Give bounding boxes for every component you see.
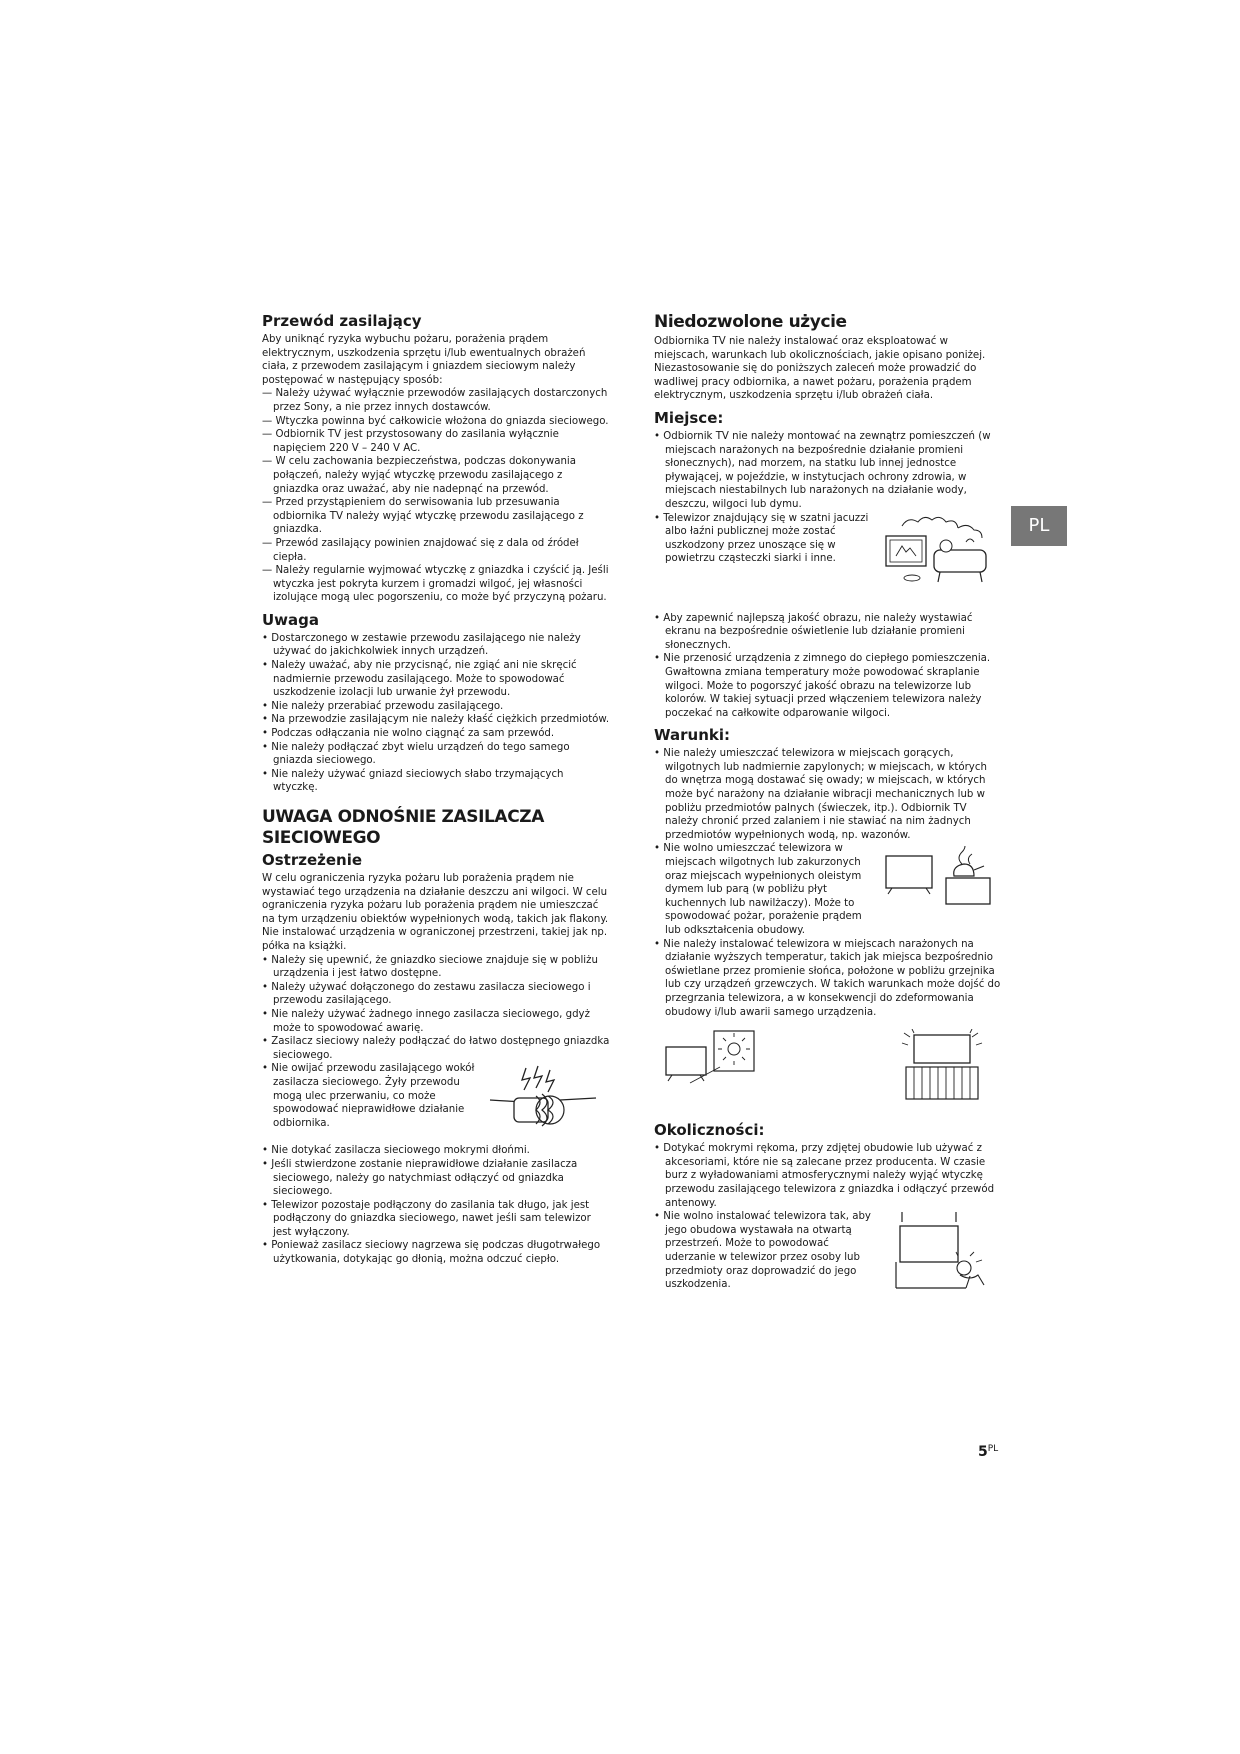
list-item: • Zasilacz sieciowy należy podłączać do łatwo dostępnego gniazdka sieciowego.: [262, 1035, 610, 1062]
adapter-wrap-block: [262, 1062, 610, 1140]
okolicznosci-section: [654, 1121, 1002, 1294]
list-item: • Telewizor pozostaje podłączony do zasilania tak długo, jak jest podłączony do gniazdka sieciowego, nawet jeśli sam telewizor jest wyłączony.: [262, 1199, 610, 1240]
page-number-value: 5: [978, 1444, 988, 1460]
list-item: • Nie należy podłączać zbyt wielu urządzeń do tego samego gniazda sieciowego.: [262, 741, 610, 768]
list-item: • Należy się upewnić, że gniazdko sieciowe znajduje się w pobliżu urządzenia i jest łatwo dostępne.: [262, 954, 610, 981]
list-item: • Nie należy instalować telewizora w miejscach narażonych na działanie wyższych temperatur, takich jak miejsca bezpośrednio oświetlane przez promienie słońca, położone w pobliżu grzejnika lub czy urządzeń grzewczych. W takich warunkach może dojść do przegrzania telewizora, a w konsekwencji do zdeformowania obudowy i/lub awarii samego urządzenia.: [654, 938, 1002, 1020]
power-cord-title: Przewód zasilający: [262, 312, 422, 330]
bath-illustration: [882, 512, 994, 590]
list-item: • Nie owijać przewodu zasilającego wokół zasilacza sieciowego. Żyły przewodu mogą ulec przerwaniu, co może spowodować nieprawidłowe działanie odbiornika.: [262, 1062, 482, 1130]
list-item: • Nie wolno umieszczać telewizora w miejscach wilgotnych lub zakurzonych oraz miejscach wypełnionych oleistym dymem lub parą (w pobliżu płyt kuchennych lub nawilżaczy). Może to spowodować pożar, porażenie prądem lub odkształcenia obudowy.: [654, 842, 874, 937]
radiator-tv-icon: [892, 1029, 996, 1101]
miejsce-title: Miejsce:: [654, 408, 724, 427]
okolicznosci-wrap-block: [654, 1210, 1002, 1294]
warning-title: Ostrzeżenie: [262, 851, 363, 869]
adapter-title: UWAGA ODNOŚNIE ZASILACZA SIECIOWEGO: [262, 807, 544, 848]
power-cord-section: [262, 312, 610, 605]
warunki-section: [654, 726, 1002, 1101]
list-item: • Nie dotykać zasilacza sieciowego mokrymi dłońmi.: [262, 1144, 610, 1158]
miejsce-section: [654, 409, 1002, 720]
adapter-wrap-list: [262, 1062, 482, 1130]
kitchen-tv-icon: [882, 846, 994, 908]
kitchen-illustration: [882, 846, 994, 908]
prohibited-intro: Odbiornika TV nie należy instalować oraz eksploatować w miejscach, warunkach lub okolicznościach, jakie opisano poniżej. Niezastosowanie się do poniższych zaleceń może prowadzić do wadliwej pracy odbiornika, a nawet pożaru, porażenia prądem elektrycznym, uszkodzenia sprzętu i/lub obrażeń ciała.: [654, 336, 986, 402]
list-item: — Odbiornik TV jest przystosowany do zasilania wyłącznie napięciem 220 V – 240 V AC.: [262, 428, 610, 455]
list-item: • Aby zapewnić najlepszą jakość obrazu, nie należy wystawiać ekranu na bezpośrednie oświetlenie lub działanie promieni słonecznych.: [654, 612, 1002, 653]
adapter-cord-icon: [488, 1062, 598, 1140]
warunki-wrap-block: [654, 842, 1002, 937]
adapter-cord-illustration: [488, 1062, 598, 1140]
list-item: • Dostarczonego w zestawie przewodu zasilającego nie należy używać do jakichkolwiek innych urządzeń.: [262, 632, 610, 659]
list-item: — W celu zachowania bezpieczeństwa, podczas dokonywania połączeń, należy wyjąć wtyczkę przewodu zasilającego z gniazdka oraz uważać, aby nie nadepnąć na przewód.: [262, 455, 610, 496]
warunki-list-2: [654, 938, 1002, 1020]
bath-tv-icon: [882, 512, 994, 590]
okolicznosci-title: Okoliczności:: [654, 1121, 765, 1140]
list-item: • Należy uważać, aby nie przycisnąć, nie zgiąć ani nie skręcić nadmiernie przewodu zasilającego. Może to spowodować uszkodzenie izolacji lub urwanie żył przewodu.: [262, 659, 610, 700]
warunki-title: Warunki:: [654, 726, 731, 745]
power-cord-list: [262, 387, 610, 605]
okolicznosci-wrap-list: [654, 1210, 874, 1292]
list-item: • Na przewodzie zasilającym nie należy kłaść ciężkich przedmiotów.: [262, 713, 610, 727]
list-item: • Dotykać mokrymi rękoma, przy zdjętej obudowie lub używać z akcesoriami, które nie są zalecane przez producenta. W czasie burz z wyładowaniami atmosferycznymi należy wyjąć wtyczkę przewodu zasilającego telewizora z gniazdka i odłączyć przewód antenowy.: [654, 1142, 1002, 1210]
list-item: • Nie wolno instalować telewizora tak, aby jego obudowa wystawała na otwartą przestrzeń. Może to powodować uderzanie w telewizor przez osoby lub przedmioty oraz doprowadzić do jego uszkodzenia.: [654, 1210, 874, 1292]
list-item: • Odbiornik TV nie należy montować na zewnątrz pomieszczeń (w miejscach narażonych na bezpośrednie działanie promieni słonecznych), nad morzem, na statku lub innej jednostce pływającej, w pojeździe, w instytucjach ochrony zdrowia, w miejscach niestabilnych lub narażonych na działanie wody, deszczu, wilgoci lub dymu.: [654, 430, 1002, 512]
page-number: [978, 1444, 998, 1460]
prohibited-title: Niedozwolone użycie: [654, 312, 847, 332]
protruding-tv-icon: [882, 1212, 994, 1294]
list-item: — Należy regularnie wyjmować wtyczkę z gniazdka i czyścić ją. Jeśli wtyczka jest pokryta kurzem i gromadzi wilgoć, jej własności izolujące mogą ulec pogorszeniu, co może być przyczyną pożaru.: [262, 564, 610, 605]
miejsce-list: [654, 430, 1002, 512]
right-column: [654, 312, 1002, 1294]
uwaga-list: [262, 632, 610, 795]
left-column: [262, 312, 610, 1267]
sun-window-tv-icon: [660, 1029, 760, 1087]
page-number-suffix: PL: [987, 1444, 999, 1454]
list-item: • Jeśli stwierdzone zostanie nieprawidłowe działanie zasilacza sieciowego, należy go natychmiast odłączyć od gniazdka sieciowego.: [262, 1158, 610, 1199]
warunki-list: [654, 747, 1002, 842]
list-item: • Nie należy przerabiać przewodu zasilającego.: [262, 700, 610, 714]
list-item: • Nie należy używać żadnego innego zasilacza sieciowego, gdyż może to spowodować awarię.: [262, 1008, 610, 1035]
uwaga-section: [262, 611, 610, 795]
list-item: • Nie należy używać gniazd sieciowych słabo trzymających wtyczkę.: [262, 768, 610, 795]
prohibited-section: [654, 312, 1002, 403]
adapter-list: [262, 954, 610, 1063]
warning-text: W celu ograniczenia ryzyka pożaru lub porażenia prądem nie wystawiać tego urządzenia na działanie deszczu ani wilgoci. W celu ograniczenia ryzyka pożaru lub porażenia prądem nie umieszczać na tym urządzeniu obiektów wypełnionych wodą, takich jak flakony. Nie instalować urządzenia w ograniczonej przestrzeni, takiej jak np. półka na książki.: [262, 873, 609, 952]
power-cord-intro: Aby uniknąć ryzyka wybuchu pożaru, porażenia prądem elektrycznym, uszkodzenia sprzętu i/lub ewentualnych obrażeń ciała, z przewodem zasilającym i gniazdem sieciowym należy postępować w następujący sposób:: [262, 334, 586, 386]
list-item: • Należy używać dołączonego do zestawu zasilacza sieciowego i przewodu zasilającego.: [262, 981, 610, 1008]
miejsce-wrap-list: [654, 512, 874, 566]
okolicznosci-list: [654, 1142, 1002, 1210]
list-item: — Należy używać wyłącznie przewodów zasilających dostarczonych przez Sony, a nie przez innych dostawców.: [262, 387, 610, 414]
list-item: — Przed przystąpieniem do serwisowania lub przesuwania odbiornika TV należy wyjąć wtyczkę przewodu zasilającego z gniazdka.: [262, 496, 610, 537]
miejsce-wrap-block: [654, 512, 1002, 590]
list-item: • Telewizor znajdujący się w szatni jacuzzi albo łaźni publicznej może zostać uszkodzony przez unoszące się w powietrzu cząsteczki siarki i inne.: [654, 512, 874, 566]
miejsce-list-2: [654, 612, 1002, 721]
list-item: • Podczas odłączania nie wolno ciągnąć za sam przewód.: [262, 727, 610, 741]
list-item: • Ponieważ zasilacz sieciowy nagrzewa się podczas długotrwałego użytkowania, dotykając go dłonią, można odczuć ciepło.: [262, 1239, 610, 1266]
protruding-tv-illustration: [882, 1212, 994, 1294]
language-tab: PL: [1011, 506, 1067, 546]
adapter-section: [262, 807, 610, 1267]
list-item: • Nie należy umieszczać telewizora w miejscach gorących, wilgotnych lub nadmiernie zapylonych; w miejscach, w których do wnętrza mogą dostawać się owady; w miejscach, w których może być narażony na działanie wibracji mechanicznych lub w pobliżu przedmiotów palnych (świeczek, itp.). Odbiornik TV należy chronić przed zalaniem i nie stawiać na nim żadnych przedmiotów wypełnionych wodą, np. wazonów.: [654, 747, 1002, 842]
warunki-wrap-list: [654, 842, 874, 937]
adapter-list-2: [262, 1144, 610, 1266]
list-item: — Wtyczka powinna być całkowicie włożona do gniazda sieciowego.: [262, 415, 610, 429]
uwaga-title: Uwaga: [262, 610, 320, 629]
list-item: — Przewód zasilający powinien znajdować się z dala od źródeł ciepła.: [262, 537, 610, 564]
list-item: • Nie przenosić urządzenia z zimnego do ciepłego pomieszczenia. Gwałtowna zmiana temperatury może powodować skraplanie wilgoci. Może to pogorszyć jakość obrazu na telewizorze lub kolorów. W takiej sytuacji przed włączeniem telewizora należy poczekać na całkowite odparowanie wilgoci.: [654, 652, 1002, 720]
heat-illustrations: [654, 1029, 1002, 1101]
